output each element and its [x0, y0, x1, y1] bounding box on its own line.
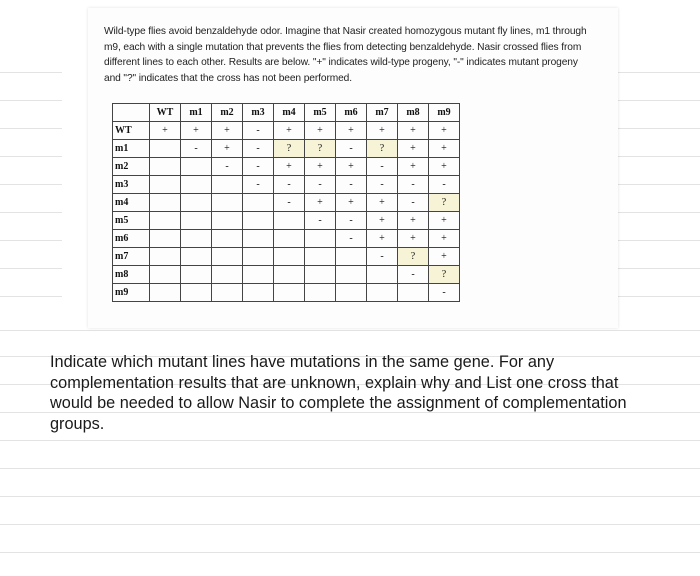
- result-cell: -: [398, 176, 429, 194]
- column-header: m5: [305, 104, 336, 122]
- result-cell: +: [429, 122, 460, 140]
- result-cell: +: [305, 194, 336, 212]
- result-cell: -: [398, 194, 429, 212]
- result-cell: +: [367, 194, 398, 212]
- result-cell: [150, 284, 181, 302]
- result-cell: -: [243, 158, 274, 176]
- result-cell: +: [429, 230, 460, 248]
- result-cell: -: [212, 158, 243, 176]
- table-row: [113, 212, 460, 230]
- result-cell: [212, 266, 243, 284]
- result-cell: [150, 212, 181, 230]
- result-cell: +: [398, 230, 429, 248]
- table-row: [113, 194, 460, 212]
- table-row: [113, 266, 460, 284]
- result-cell: [212, 212, 243, 230]
- result-cell: [243, 230, 274, 248]
- column-header: m1: [181, 104, 212, 122]
- result-cell: [336, 284, 367, 302]
- result-cell: +: [398, 158, 429, 176]
- result-cell: +: [336, 122, 367, 140]
- result-cell: -: [367, 176, 398, 194]
- result-cell: -: [181, 140, 212, 158]
- table-row: [113, 248, 460, 266]
- result-cell: [243, 266, 274, 284]
- result-cell: -: [336, 176, 367, 194]
- result-cell: -: [243, 122, 274, 140]
- result-cell: -: [336, 212, 367, 230]
- table-row: [113, 284, 460, 302]
- result-cell: -: [367, 248, 398, 266]
- result-cell: -: [274, 194, 305, 212]
- result-cell: +: [429, 158, 460, 176]
- row-header: m7: [113, 248, 150, 266]
- result-cell: [243, 212, 274, 230]
- result-cell: -: [243, 140, 274, 158]
- result-cell: [243, 194, 274, 212]
- result-cell: [336, 266, 367, 284]
- result-cell: [336, 248, 367, 266]
- result-cell: [243, 284, 274, 302]
- result-cell: [305, 266, 336, 284]
- result-cell: +: [150, 122, 181, 140]
- result-cell: -: [429, 284, 460, 302]
- result-cell: ?: [398, 248, 429, 266]
- table-row: [113, 230, 460, 248]
- result-cell: ?: [367, 140, 398, 158]
- intro-paragraph: Wild-type flies avoid benzaldehyde odor. Imagine that Nasir created homozygous mutant fly lines, m1 through m9, each with a single mutation that prevents the flies from detecting benzaldehyde. Nasir crossed flies from different lines to each other. Results are below. "+" indicates wild-type progeny, "-" indicates mutant progeny and "?" indicates that the cross has not been performed.: [104, 26, 587, 84]
- result-cell: [181, 248, 212, 266]
- column-header: m7: [367, 104, 398, 122]
- result-cell: +: [429, 212, 460, 230]
- result-cell: [305, 284, 336, 302]
- result-cell: ?: [429, 266, 460, 284]
- result-cell: -: [336, 140, 367, 158]
- result-cell: +: [398, 122, 429, 140]
- result-cell: +: [274, 122, 305, 140]
- result-cell: [398, 284, 429, 302]
- result-cell: -: [305, 176, 336, 194]
- column-header: m3: [243, 104, 274, 122]
- result-cell: [150, 248, 181, 266]
- result-cell: -: [305, 212, 336, 230]
- result-cell: [305, 248, 336, 266]
- result-cell: ?: [429, 194, 460, 212]
- complementation-table: [112, 103, 460, 302]
- result-cell: +: [429, 140, 460, 158]
- result-cell: [367, 266, 398, 284]
- row-header: m2: [113, 158, 150, 176]
- row-header: m5: [113, 212, 150, 230]
- row-header: m9: [113, 284, 150, 302]
- table-row: [113, 140, 460, 158]
- result-cell: [212, 284, 243, 302]
- result-cell: [181, 284, 212, 302]
- result-cell: +: [212, 140, 243, 158]
- result-cell: [181, 212, 212, 230]
- table-row: [113, 176, 460, 194]
- row-header: m8: [113, 266, 150, 284]
- column-header: m6: [336, 104, 367, 122]
- row-header: WT: [113, 122, 150, 140]
- result-cell: [274, 212, 305, 230]
- result-cell: ?: [274, 140, 305, 158]
- result-cell: [212, 230, 243, 248]
- result-cell: [150, 194, 181, 212]
- result-cell: +: [398, 212, 429, 230]
- result-cell: [150, 158, 181, 176]
- result-cell: +: [336, 194, 367, 212]
- result-cell: ?: [305, 140, 336, 158]
- result-cell: +: [367, 230, 398, 248]
- row-header: m4: [113, 194, 150, 212]
- table-header-row: [113, 104, 460, 122]
- result-cell: [274, 266, 305, 284]
- column-header: WT: [150, 104, 181, 122]
- result-cell: -: [274, 176, 305, 194]
- column-header: m2: [212, 104, 243, 122]
- result-cell: +: [212, 122, 243, 140]
- result-cell: -: [429, 176, 460, 194]
- result-cell: [150, 176, 181, 194]
- result-cell: +: [398, 140, 429, 158]
- result-cell: [150, 140, 181, 158]
- row-header: m1: [113, 140, 150, 158]
- result-cell: +: [274, 158, 305, 176]
- result-cell: [150, 266, 181, 284]
- result-cell: -: [336, 230, 367, 248]
- result-cell: +: [305, 122, 336, 140]
- result-cell: +: [305, 158, 336, 176]
- result-cell: [305, 230, 336, 248]
- result-cell: [181, 158, 212, 176]
- result-cell: [150, 230, 181, 248]
- column-header: m9: [429, 104, 460, 122]
- result-cell: [367, 284, 398, 302]
- column-header: m8: [398, 104, 429, 122]
- result-cell: +: [367, 122, 398, 140]
- result-cell: [274, 248, 305, 266]
- column-header: m4: [274, 104, 305, 122]
- row-header: m3: [113, 176, 150, 194]
- result-cell: +: [429, 248, 460, 266]
- corner-cell: [113, 104, 150, 122]
- result-cell: [243, 248, 274, 266]
- question-text: Indicate which mutant lines have mutations in the same gene. For any complementation results that are unknown, explain why and List one cross that would be needed to allow Nasir to complete the assignment of complementation groups.: [50, 353, 627, 433]
- result-cell: -: [243, 176, 274, 194]
- result-cell: [181, 176, 212, 194]
- result-cell: [212, 248, 243, 266]
- result-cell: [181, 230, 212, 248]
- result-cell: [274, 284, 305, 302]
- table-row: [113, 122, 460, 140]
- result-cell: +: [367, 212, 398, 230]
- result-cell: [181, 194, 212, 212]
- result-cell: [181, 266, 212, 284]
- result-cell: -: [398, 266, 429, 284]
- result-cell: [212, 176, 243, 194]
- row-header: m6: [113, 230, 150, 248]
- result-cell: [212, 194, 243, 212]
- result-cell: -: [367, 158, 398, 176]
- result-cell: +: [181, 122, 212, 140]
- result-cell: [274, 230, 305, 248]
- table-row: [113, 158, 460, 176]
- result-cell: +: [336, 158, 367, 176]
